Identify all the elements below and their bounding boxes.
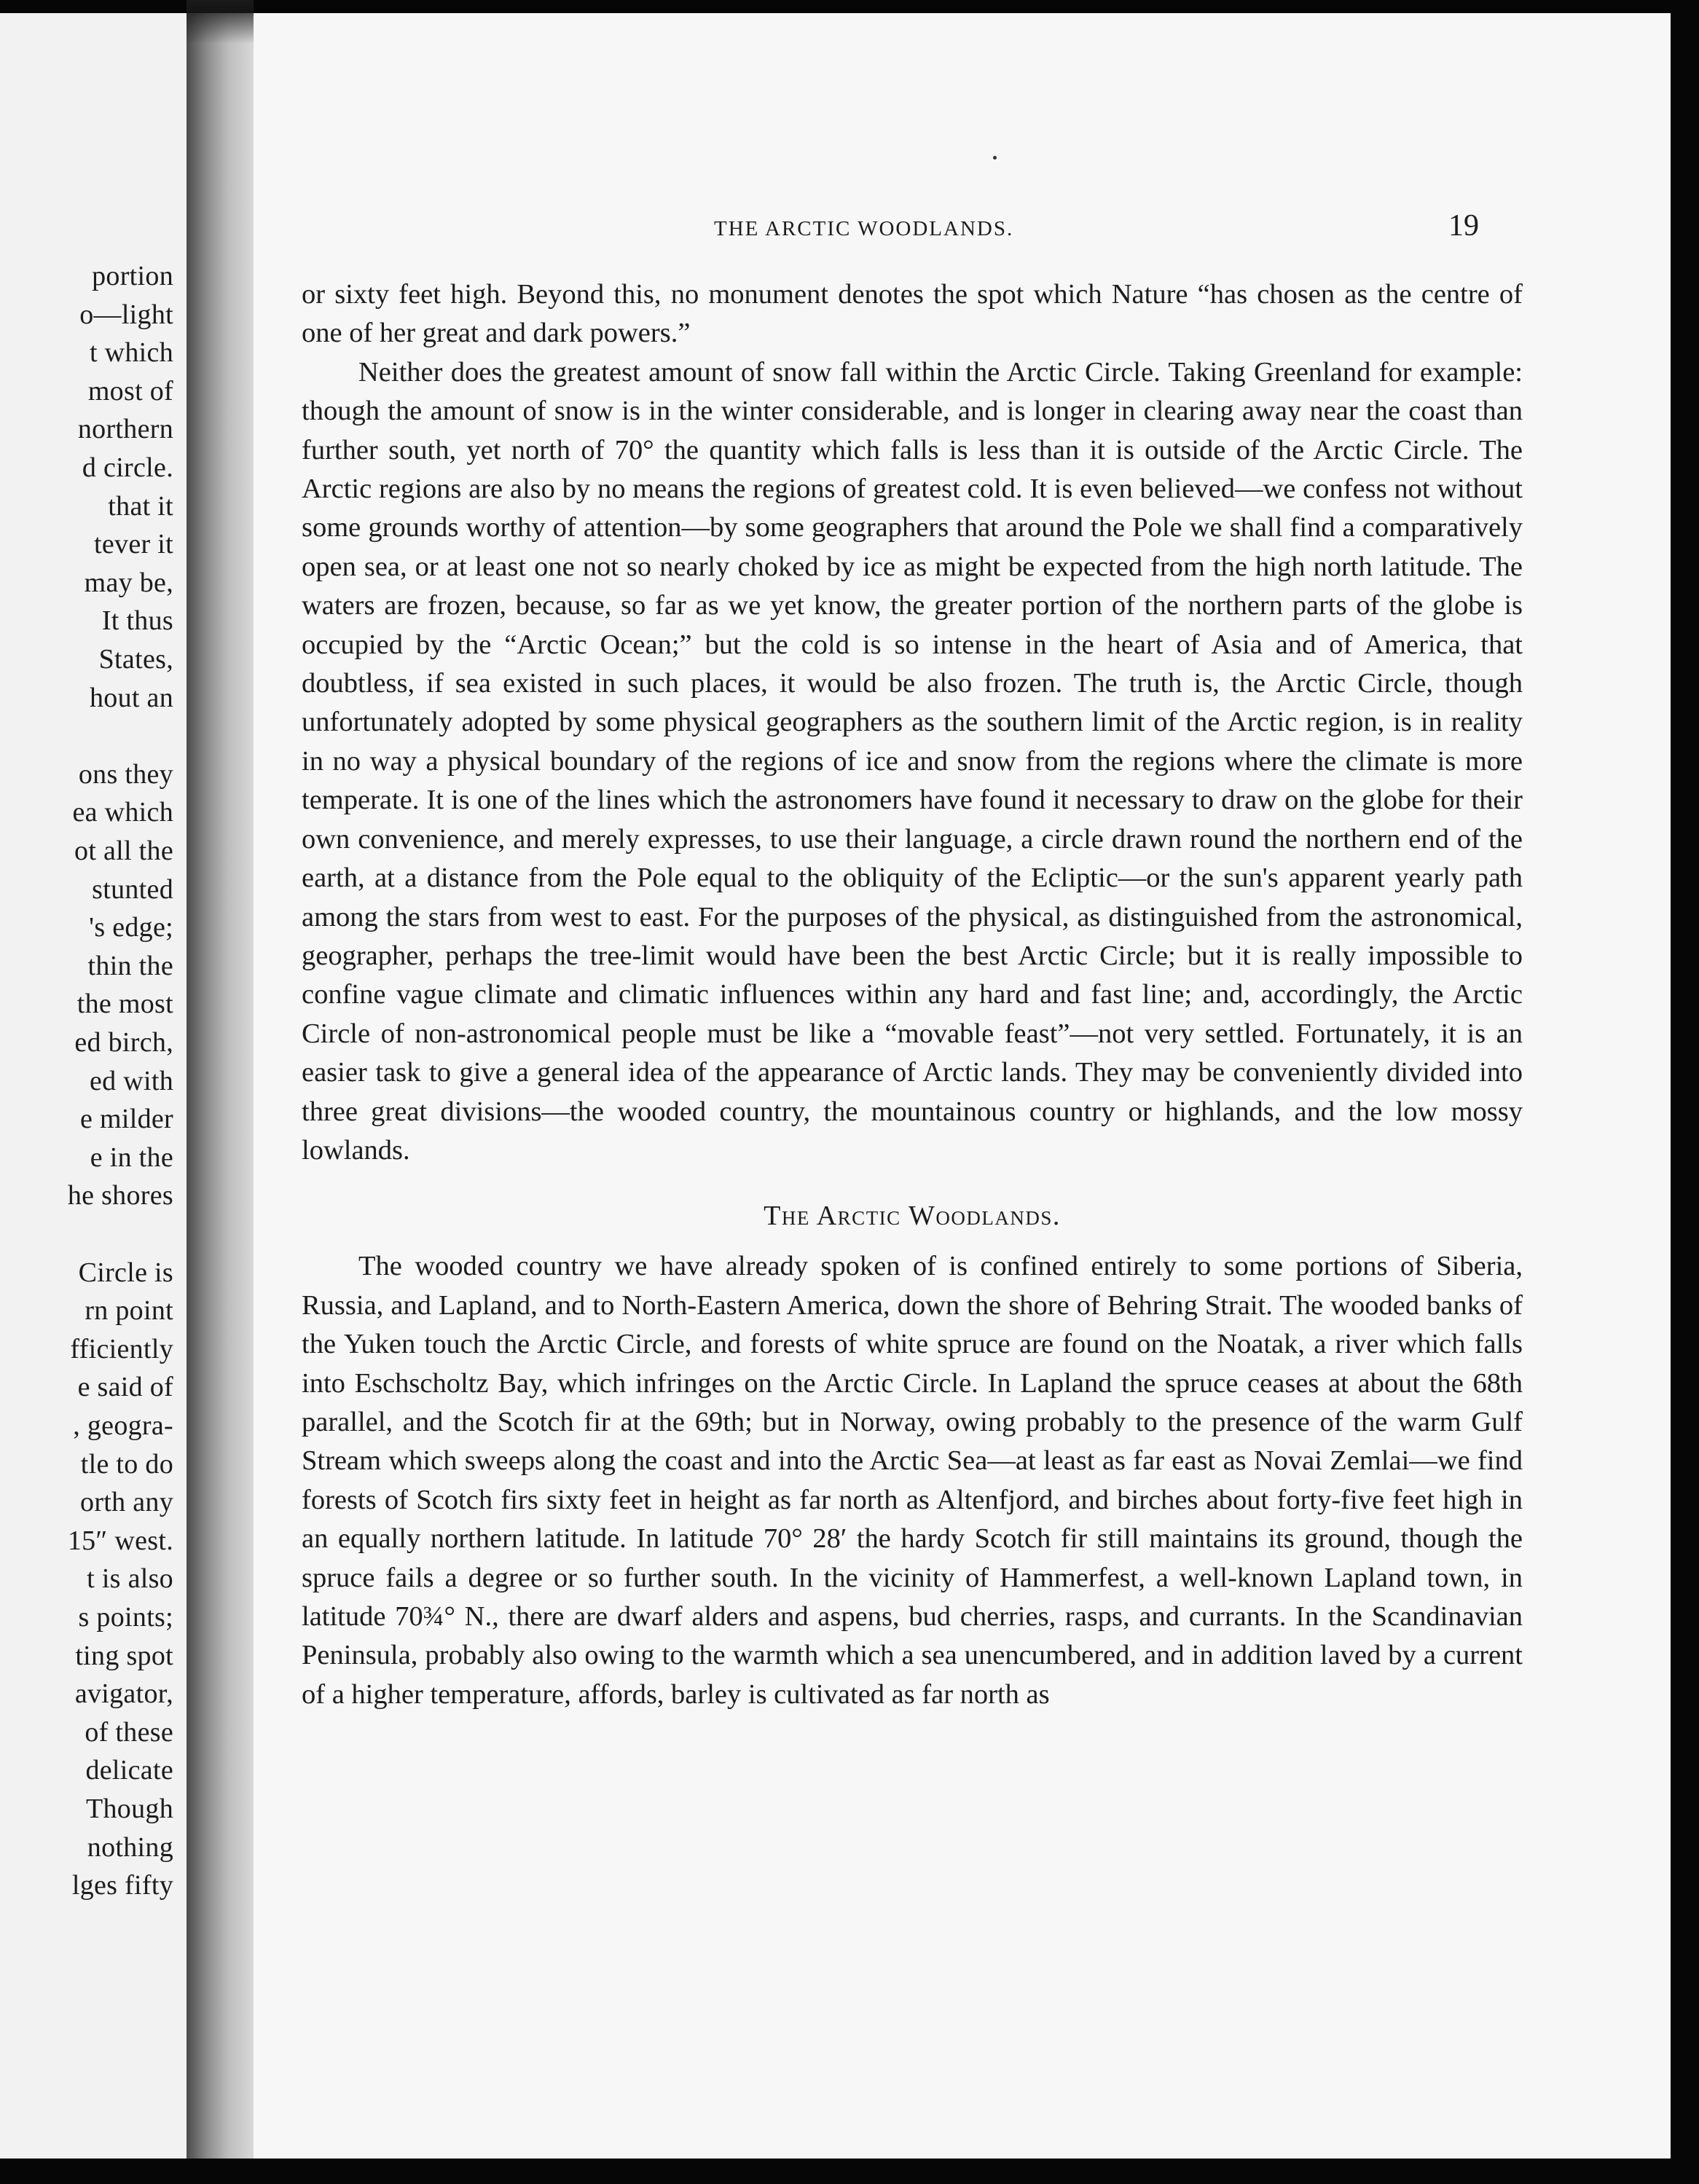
left-page-line: ed birch,: [74, 1027, 173, 1058]
left-page-line: ting spot: [75, 1640, 173, 1671]
left-page-line: orth any: [80, 1487, 173, 1518]
page-number: 19: [1448, 209, 1479, 243]
left-page-line: fficiently: [70, 1333, 173, 1364]
left-page-line: avigator,: [74, 1678, 173, 1710]
left-page-line: portion: [92, 261, 173, 291]
left-page-line: States,: [98, 644, 173, 675]
left-page-line: delicate: [85, 1755, 173, 1786]
left-page-line: 's edge;: [89, 912, 173, 943]
left-page-line: ons they: [78, 758, 173, 790]
left-page-line: o—light: [79, 299, 173, 330]
left-page-line: that it: [108, 490, 173, 522]
left-page-line: It thus: [101, 605, 173, 637]
body-text: [302, 275, 1523, 1714]
left-page-line: thin the: [87, 950, 173, 981]
left-page-line: the most: [76, 989, 173, 1020]
left-page-line: d circle.: [82, 452, 173, 483]
paragraph: Neither does the greatest amount of snow fall within the Arctic Circle. Taking Greenland for example: though the amount of snow is in the winter considerable, and is longer in clearing away near the coast than further south, yet north of 70° the quantity which falls is less than it is outside of the Arctic Circle. The Arctic regions are also by no means the regions of greatest cold. It is even believed—we confess not without some grounds worthy of attention—by some geographers that around the Pole we shall find a comparatively open sea, or at least one not so nearly choked by ice as might be expected from the high north latitude. The waters are frozen, because, so far as we yet know, the greater portion of the northern parts of the globe is occupied by the “Arctic Ocean;” but the cold is so intense in the heart of Asia and of America, that doubtless, if sea existed in such places, it would be also frozen. The truth is, the Arctic Circle, though unfortunately adopted by some physical geographers as the southern limit of the Arctic region, is in reality in no way a physical boundary of the regions of ice and snow from the regions where the climate is more temperate. It is one of the lines which the astronomers have found it necessary to draw on the globe for their own convenience, and merely expresses, to use their language, a circle drawn round the northern end of the earth, at a distance from the Pole equal to the obliquity of the Ecliptic—or the sun's apparent yearly path among the stars from west to east. For the purposes of the physical, as distinguished from the astronomical, geographer, perhaps the tree-limit would have been the best Arctic Circle; but it is really impossible to confine vague climate and climatic influences within any hard and fast line; and, accordingly, the Arctic Circle of non-astronomical people must be like a “movable feast”—not very settled. Fortunately, it is an easier task to give a general idea of the appearance of Arctic lands. They may be conveniently divided into three great divisions—the wooded country, the mountainous country or highlands, and the low mossy lowlands.: [302, 356, 1523, 1166]
left-page-line: e in the: [90, 1142, 173, 1173]
page-header: [254, 208, 1671, 245]
section-heading: The Arctic Woodlands.: [764, 1201, 1061, 1232]
left-page-line: most of: [87, 375, 173, 406]
left-page-line: tle to do: [80, 1448, 173, 1480]
paper-speck: [993, 156, 997, 160]
left-page-line: t is also: [87, 1563, 173, 1595]
left-page-line: e said of: [77, 1372, 173, 1403]
running-head: THE ARCTIC WOODLANDS.: [714, 217, 1014, 240]
left-page-line: 15″ west.: [67, 1525, 173, 1556]
left-page-line: e milder: [80, 1104, 173, 1135]
left-page-line: ot all the: [74, 836, 173, 866]
left-page-line: Circle is: [78, 1257, 173, 1288]
left-page-line: he shores: [67, 1180, 173, 1211]
left-page-line: of these: [85, 1716, 173, 1748]
left-page-line: may be,: [84, 567, 173, 598]
left-page-line: t which: [89, 337, 173, 369]
left-page-line: stunted: [92, 873, 173, 905]
left-page-line: rn point: [85, 1295, 173, 1327]
left-page-line: s points;: [78, 1602, 173, 1633]
left-page-line: hout an: [89, 682, 173, 713]
left-page-line: nothing: [87, 1831, 173, 1863]
left-page-line: ea which: [72, 797, 173, 828]
left-page: [0, 13, 187, 2159]
left-page-line: lges fifty: [71, 1870, 173, 1901]
left-page-line: Though: [85, 1794, 173, 1824]
left-page-line: northern: [77, 414, 173, 445]
paragraph: or sixty feet high. Beyond this, no monument denotes the spot which Nature “has chosen as the centre of one of her great and dark powers.”: [302, 279, 1523, 349]
book-gutter: [187, 13, 254, 2159]
left-page-line: tever it: [94, 529, 173, 560]
left-page-line: ed with: [89, 1065, 173, 1096]
left-page-line: , geogra-: [73, 1410, 173, 1441]
paragraph: The wooded country we have already spoken of is confined entirely to some portions of Siberia, Russia, and Lapland, and to North-Eastern America, down the shore of Behring Strait. The wooded banks of the Yuken touch the Arctic Circle, and forests of white spruce are found on the Noatak, a river which falls into Eschscholtz Bay, which infringes on the Arctic Circle. In Lapland the spruce ceases at about the 68th parallel, and the Scotch fir at the 69th; but in Norway, owing probably to the presence of the warm Gulf Stream which sweeps along the coast and into the Arctic Sea—at least as far east as Novai Zemlai—we find forests of Scotch firs sixty feet in height as far north as Altenfjord, and birches about forty-five feet high in an equally northern latitude. In latitude 70° 28′ the hardy Scotch fir still maintains its ground, though the spruce fails a degree or so further south. In the vicinity of Hammerfest, a well-known Lapland town, in latitude 70¾° N., there are dwarf alders and aspens, bud cherries, rasps, and currants. In the Scandinavian Peninsula, probably also owing to the warmth which a sea unencumbered, and in addition laved by a current of a higher temperature, affords, barley is cultivated as far north as: [302, 1251, 1523, 1710]
right-page: [254, 13, 1671, 2159]
gutter-shadow: [187, 0, 254, 44]
